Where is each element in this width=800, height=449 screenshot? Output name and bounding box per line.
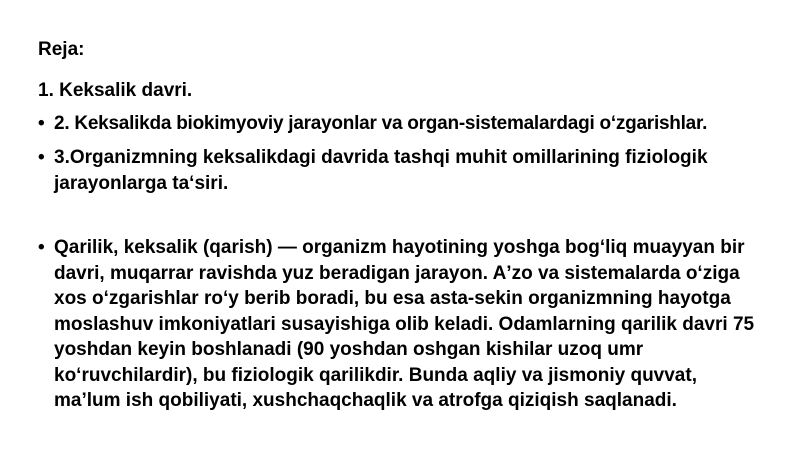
bullet-icon: •	[38, 237, 45, 258]
bullet-item-3	[38, 145, 783, 196]
bullet-icon: •	[38, 113, 45, 134]
slide-heading: Reja:	[38, 39, 85, 60]
bullet-icon: •	[38, 147, 45, 168]
bullet-text: Qarilik, keksalik (qarish) — organizm hayotining yoshga bogʻliq muayyan bir davri, muqarrar ravishda yuz beradigan jarayon. Aʼzo va sistemalarda oʻziga xos oʻzgarishlar roʻy berib boradi, bu esa asta-sekin organizmning hayotga moslashuv imkoniyatlari susayishiga olib keladi. Odamlarning qarilik davri 75 yoshdan keyin boshlanadi (90 yoshdan oshgan kishilar uzoq umr koʻruvchilardir), bu fiziologik qarilikdir. Bunda aqliy va jismoniy quvvat, maʼlum ish qobiliyati, xushchaqchaqlik va atrofga qiziqish saqlanadi.	[54, 237, 755, 411]
bullet-item-description	[38, 235, 768, 414]
plan-item-1: 1. Keksalik davri.	[38, 80, 193, 101]
bullet-text: 2. Keksalikda biokimyoviy jarayonlar va organ-sistemalardagi oʻzgarishlar.	[54, 113, 708, 134]
bullet-item-2	[38, 111, 778, 137]
bullet-text: 3.Organizmning keksalikdagi davrida tashqi muhit omillarining fiziologik jarayonlarga taʻsiri.	[54, 147, 708, 194]
